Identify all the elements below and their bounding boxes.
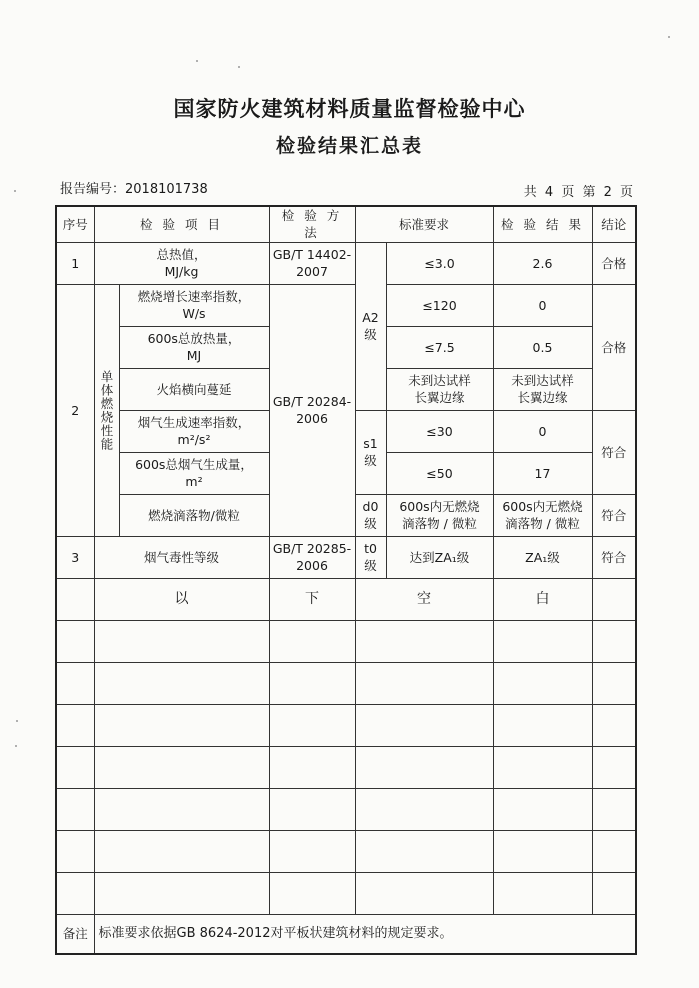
document-title: 国家防火建筑材料质量监督检验中心 bbox=[173, 97, 526, 121]
result: 17 bbox=[493, 452, 592, 494]
row-number: 2 bbox=[56, 284, 94, 536]
empty-row bbox=[56, 872, 636, 914]
result: ZA₁级 bbox=[493, 536, 592, 578]
blank-marker-char: 以 bbox=[94, 578, 269, 620]
row-number: 3 bbox=[56, 536, 94, 578]
class-d0: d0 级 bbox=[355, 494, 386, 536]
class-s1: s1 级 bbox=[355, 410, 386, 494]
scan-speck bbox=[668, 36, 670, 38]
test-method: GB/T 14402- 2007 bbox=[269, 242, 355, 284]
page-info: 共 4 页 第 2 页 bbox=[523, 185, 635, 200]
col-header-requirement: 标准要求 bbox=[355, 206, 493, 242]
conclusion: 符合 bbox=[592, 536, 636, 578]
class-a2: A2 级 bbox=[355, 242, 386, 410]
scan-speck bbox=[16, 720, 18, 722]
empty-row bbox=[56, 662, 636, 704]
class-t0: t0 级 bbox=[355, 536, 386, 578]
remark-label: 备注 bbox=[56, 914, 94, 954]
test-item: 600s总放热量， MJ bbox=[119, 326, 269, 368]
scan-speck bbox=[196, 60, 198, 62]
empty-cell bbox=[56, 578, 94, 620]
col-header-conclusion: 结论 bbox=[592, 206, 636, 242]
empty-row bbox=[56, 620, 636, 662]
document-subtitle: 检验结果汇总表 bbox=[275, 135, 423, 157]
row-number: 1 bbox=[56, 242, 94, 284]
requirement: 未到达试样 长翼边缘 bbox=[386, 368, 493, 410]
scan-speck bbox=[15, 745, 17, 747]
report-number: 报告编号：2018101738 bbox=[60, 182, 208, 197]
remark-row bbox=[56, 914, 636, 954]
test-method: GB/T 20284- 2006 bbox=[269, 284, 355, 536]
requirement: ≤7.5 bbox=[386, 326, 493, 368]
empty-cell bbox=[592, 578, 636, 620]
empty-row bbox=[56, 830, 636, 872]
table-row bbox=[56, 242, 636, 284]
blank-marker-char: 白 bbox=[493, 578, 592, 620]
test-item: 燃烧滴落物/微粒 bbox=[119, 494, 269, 536]
result: 未到达试样 长翼边缘 bbox=[493, 368, 592, 410]
result: 0 bbox=[493, 410, 592, 452]
col-header-item: 检 验 项 目 bbox=[94, 206, 269, 242]
col-header-no: 序号 bbox=[56, 206, 94, 242]
requirement: ≤30 bbox=[386, 410, 493, 452]
test-item: 火焰横向蔓延 bbox=[119, 368, 269, 410]
results-table bbox=[55, 205, 637, 955]
test-method: GB/T 20285- 2006 bbox=[269, 536, 355, 578]
col-header-method: 检 验 方 法 bbox=[269, 206, 355, 242]
table-header-row bbox=[56, 206, 636, 242]
result: 600s内无燃烧 滴落物 / 微粒 bbox=[493, 494, 592, 536]
result: 0 bbox=[493, 284, 592, 326]
scan-speck bbox=[14, 190, 16, 192]
test-item: 600s总烟气生成量， m² bbox=[119, 452, 269, 494]
requirement: ≤3.0 bbox=[386, 242, 493, 284]
requirement: 600s内无燃烧 滴落物 / 微粒 bbox=[386, 494, 493, 536]
requirement: ≤120 bbox=[386, 284, 493, 326]
scan-speck bbox=[238, 66, 240, 68]
requirement: 达到ZA₁级 bbox=[386, 536, 493, 578]
empty-row bbox=[56, 746, 636, 788]
conclusion: 符合 bbox=[592, 410, 636, 494]
result: 0.5 bbox=[493, 326, 592, 368]
table-row bbox=[56, 284, 636, 326]
test-item: 燃烧增长速率指数， W/s bbox=[119, 284, 269, 326]
col-header-result: 检 验 结 果 bbox=[493, 206, 592, 242]
conclusion: 合格 bbox=[592, 284, 636, 410]
blank-marker-row bbox=[56, 578, 636, 620]
test-item: 烟气生成速率指数， m²/s² bbox=[119, 410, 269, 452]
table-row bbox=[56, 536, 636, 578]
conclusion: 符合 bbox=[592, 494, 636, 536]
blank-marker-char: 空 bbox=[355, 578, 493, 620]
conclusion: 合格 bbox=[592, 242, 636, 284]
remark-text: 标准要求依据GB 8624-2012对平板状建筑材料的规定要求。 bbox=[94, 914, 636, 954]
empty-row bbox=[56, 704, 636, 746]
result: 2.6 bbox=[493, 242, 592, 284]
group-label: 单体燃烧性能 bbox=[94, 284, 119, 536]
empty-row bbox=[56, 788, 636, 830]
blank-marker-char: 下 bbox=[269, 578, 355, 620]
test-item: 烟气毒性等级 bbox=[94, 536, 269, 578]
requirement: ≤50 bbox=[386, 452, 493, 494]
test-item: 总热值， MJ/kg bbox=[94, 242, 269, 284]
